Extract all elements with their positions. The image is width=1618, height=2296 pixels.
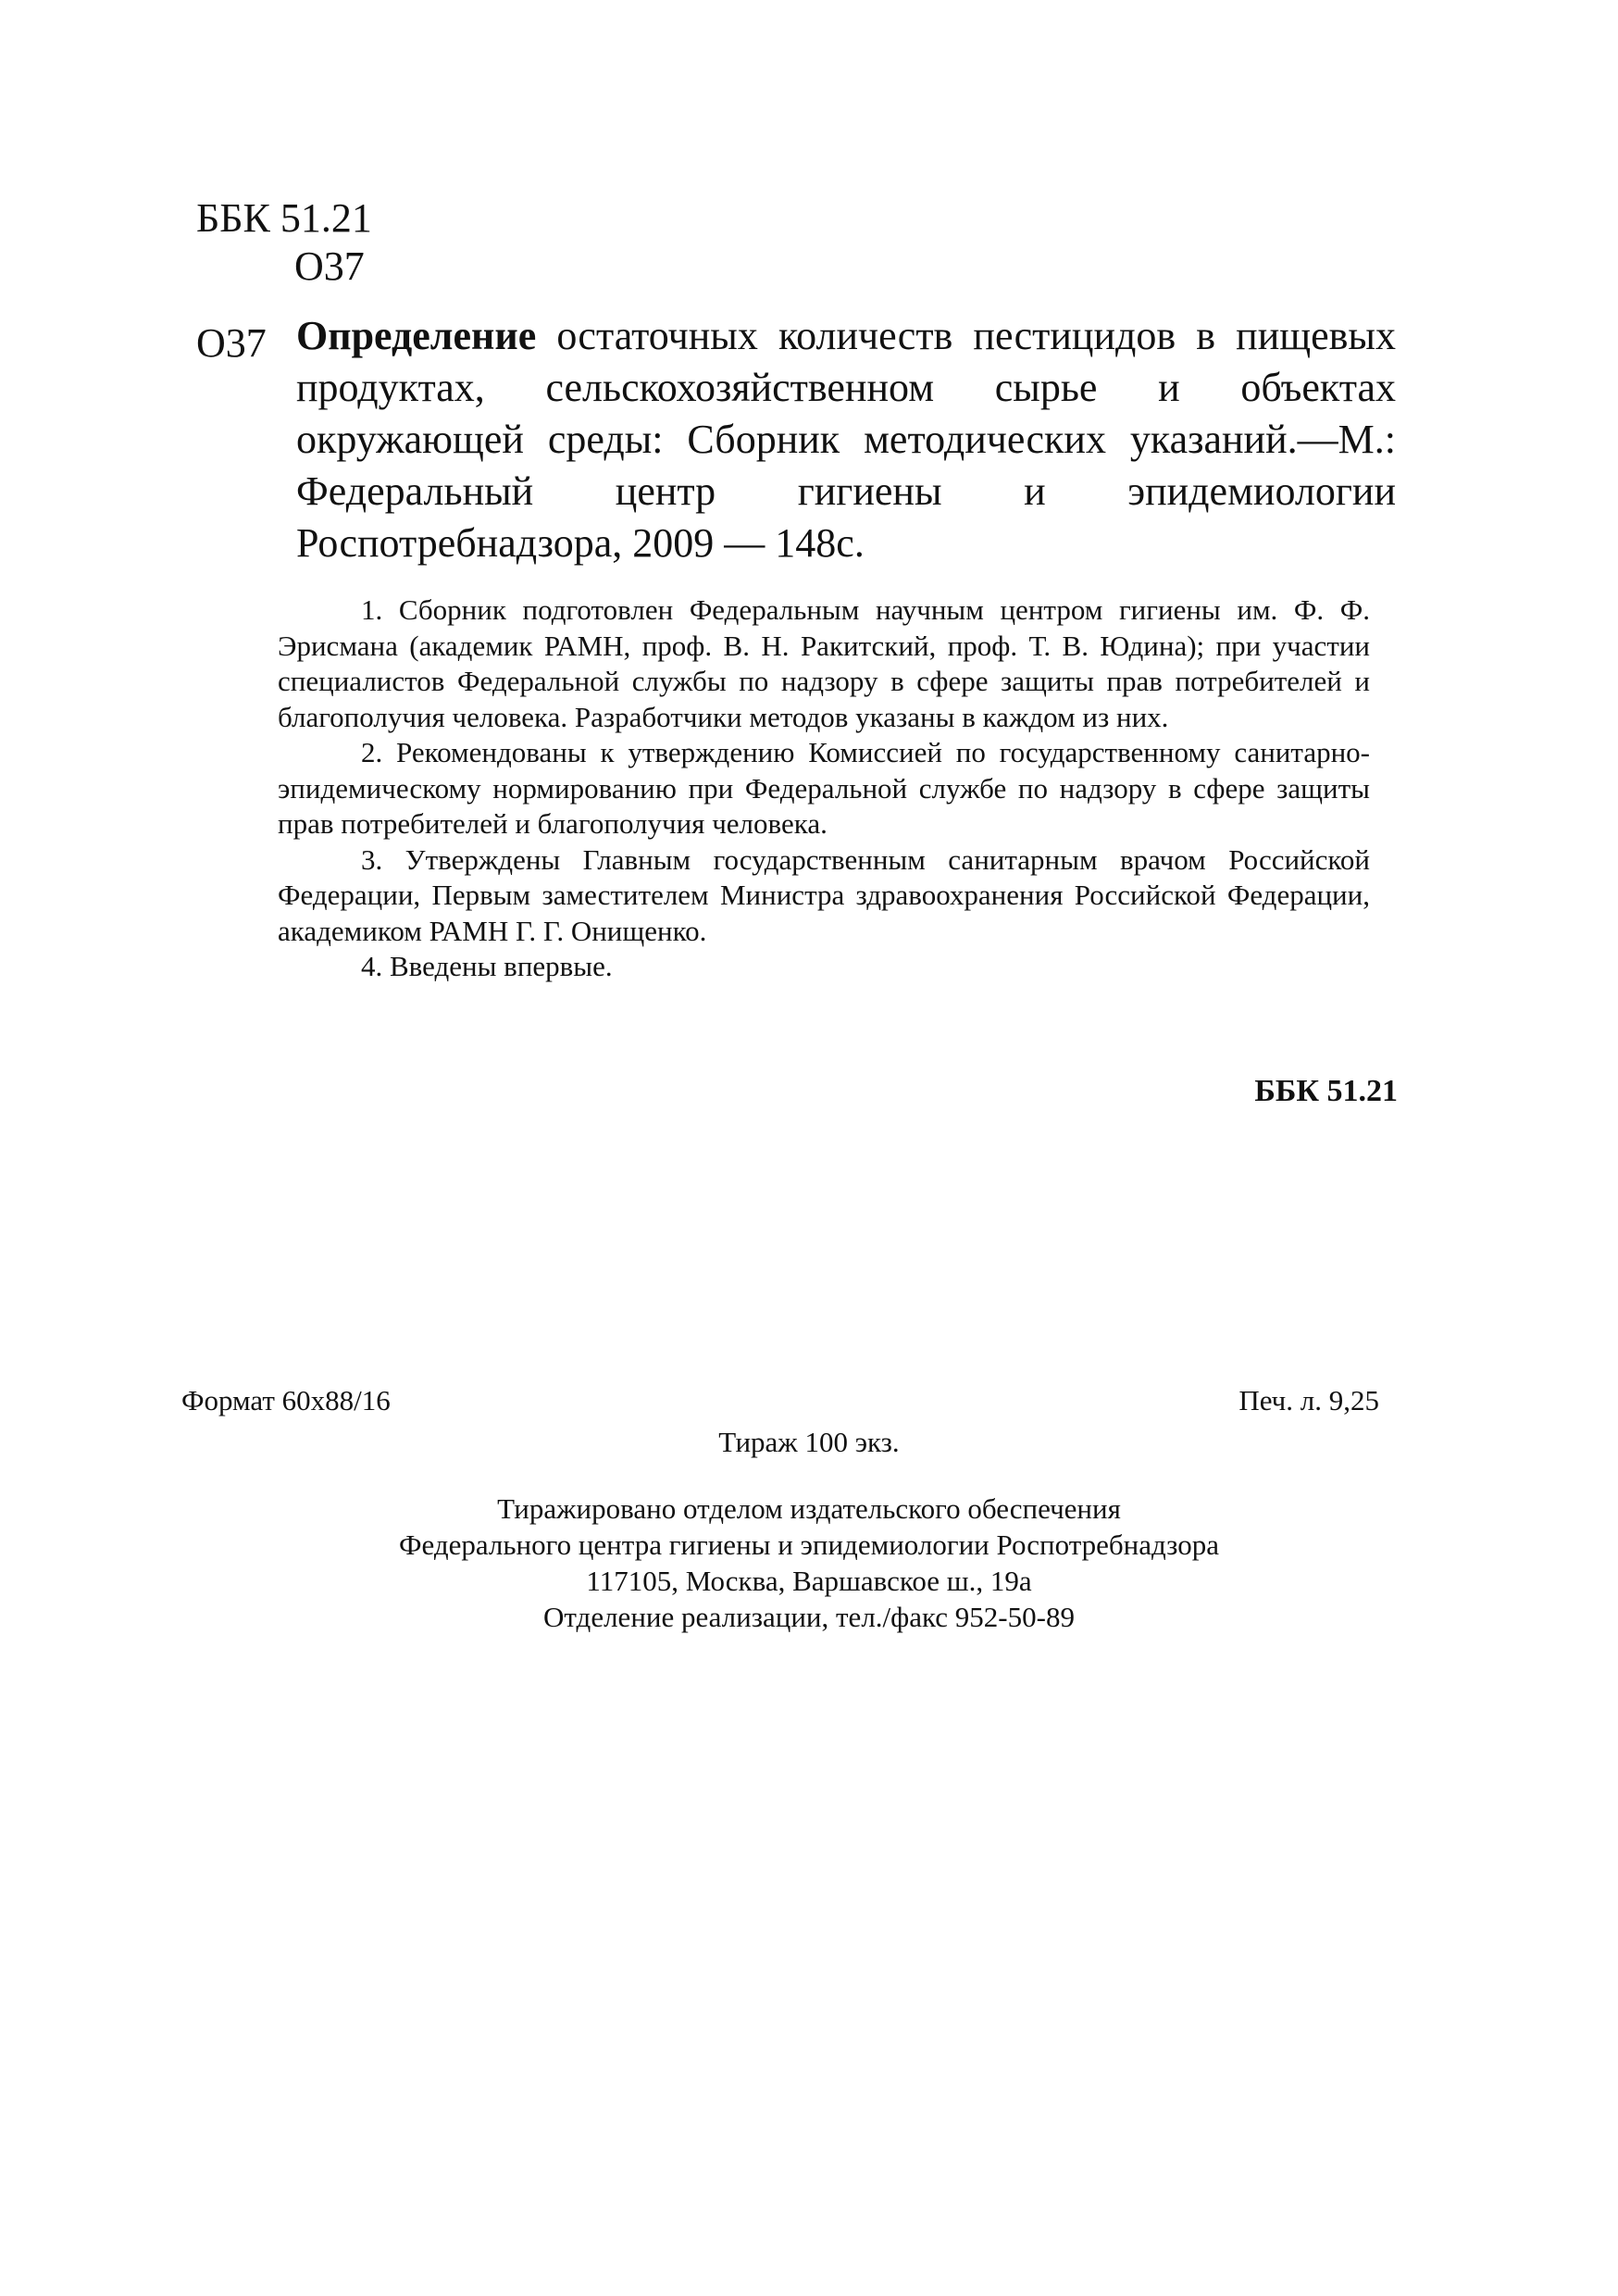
printed-sheets: Печ. л. 9,25 <box>1238 1384 1379 1416</box>
bibliographic-entry <box>296 310 1396 569</box>
note-item: 3. Утверждены Главным государственным санитарным врачом Российской Федерации, Первым заместителем Министра здравоохранения Российской Федерации, академиком РАМН Г. Г. Онищенко. <box>278 842 1370 947</box>
format-info: Формат 60х88/16 <box>181 1384 391 1416</box>
imprint-line: 117105, Москва, Варшавское ш., 19а <box>586 1565 1032 1597</box>
print-run: Тираж 100 экз. <box>718 1426 900 1458</box>
imprint <box>0 1491 1618 1635</box>
entry-text: остаточных количеств пестицидов в пищевых продуктах, сельскохозяйственном сырье и объектах окружающей среды: Сборник методических указаний.—М.: Федеральный центр гигиены и эпидемиологии Роспотребнадзора, 2009 — 148с. <box>296 313 1396 566</box>
notes-block <box>278 593 1370 985</box>
imprint-line: Тиражировано отделом издательского обеспечения <box>497 1492 1121 1525</box>
entry-title-bold: Определение <box>296 313 537 358</box>
note-item: 2. Рекомендованы к утверждению Комиссией по государственному санитарно-эпидемическому нормированию при Федеральной службе по надзору в сфере защиты прав потребителей и благополучия человека. <box>278 736 1370 840</box>
note-item: 4. Введены впервые. <box>361 950 613 982</box>
note-item: 1. Сборник подготовлен Федеральным научным центром гигиены им. Ф. Ф. Эрисмана (академик РАМН, проф. В. Н. Ракитский, проф. Т. В. Юдина); при участии специалистов Федеральной службы по надзору в сфере защиты прав потребителей и благополучия человека. Разработчики методов указаны в каждом из них. <box>278 593 1370 733</box>
imprint-line: Федерального центра гигиены и эпидемиологии Роспотребнадзора <box>399 1529 1219 1561</box>
bbk-code-bottom: ББК 51.21 <box>1254 1074 1398 1108</box>
author-mark-top: О37 <box>294 243 365 289</box>
bbk-code: ББК 51.21 <box>196 195 372 241</box>
imprint-line: Отделение реализации, тел./факс 952-50-89 <box>543 1601 1075 1633</box>
author-mark-left: О37 <box>196 320 267 366</box>
